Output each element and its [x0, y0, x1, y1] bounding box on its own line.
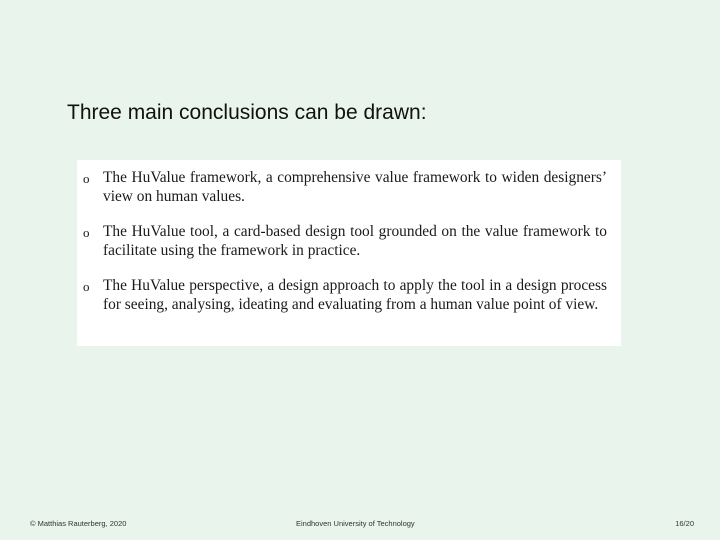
- bullet-icon: o: [83, 225, 90, 240]
- footer-institution: Eindhoven University of Technology: [296, 519, 415, 528]
- conclusion-item-perspective: [77, 276, 621, 314]
- conclusion-text: The HuValue framework, a comprehensive value framework to widen designers’ view on human values.: [103, 169, 607, 205]
- footer-page-number: 16/20: [675, 519, 694, 528]
- conclusion-item-framework: [77, 168, 621, 206]
- conclusion-item-tool: [77, 222, 621, 260]
- conclusions-box: [77, 160, 621, 346]
- bullet-icon: o: [83, 171, 90, 186]
- bullet-icon: o: [83, 279, 90, 294]
- slide-title: Three main conclusions can be drawn:: [67, 101, 427, 124]
- conclusion-text: The HuValue tool, a card-based design tool grounded on the value framework to facilitate using the framework in practice.: [103, 223, 607, 259]
- conclusion-text: The HuValue perspective, a design approach to apply the tool in a design process for seeing, analysing, ideating and evaluating from a human value point of view.: [103, 277, 607, 313]
- footer-copyright: © Matthias Rauterberg, 2020: [30, 519, 127, 528]
